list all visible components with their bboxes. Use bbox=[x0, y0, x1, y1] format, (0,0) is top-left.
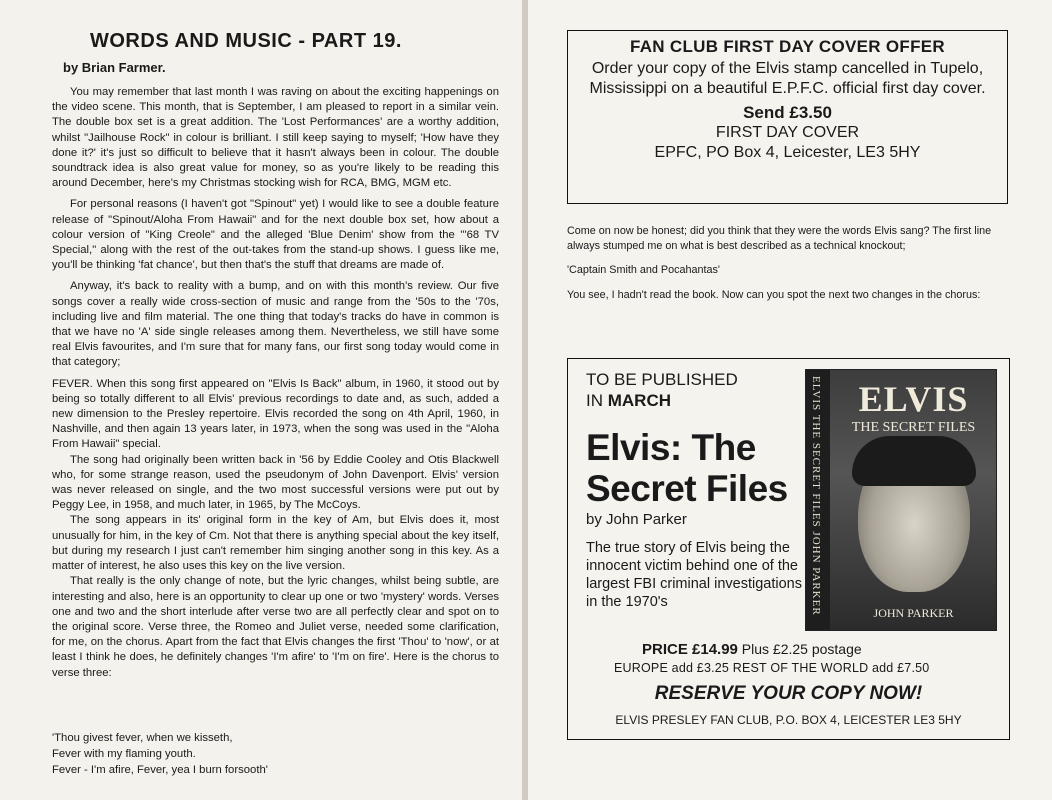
book-blurb: The true story of Elvis being the innocent victim behind one of the largest FBI criminal investigations in the 1970's bbox=[586, 540, 802, 610]
lyric-line: Fever with my flaming youth. bbox=[52, 748, 196, 760]
cover-author: JOHN PARKER bbox=[873, 606, 954, 620]
left-page bbox=[0, 0, 522, 800]
fdc-text: Order your copy of the Elvis stamp cancelled in Tupelo, Mississippi on a beautiful E.P.F.C. official first day cover. bbox=[589, 60, 986, 97]
price-label: PRICE £14.99 bbox=[642, 641, 738, 658]
article-paragraph: Come on now be honest; did you think that they were the words Elvis sang? The first line always stumped me on what is best described as a technical knockout; bbox=[567, 225, 992, 252]
book-price bbox=[642, 641, 862, 658]
fdc-address-line: FIRST DAY COVER bbox=[715, 124, 860, 141]
publish-line: TO BE PUBLISHED bbox=[586, 370, 738, 389]
lyric-quote bbox=[52, 730, 499, 778]
overseas-postage: EUROPE add £3.25 REST OF THE WORLD add £7.50 bbox=[614, 661, 930, 675]
book-title-line: Secret Files bbox=[586, 468, 788, 509]
article-continuation bbox=[567, 224, 1012, 312]
publish-month: MARCH bbox=[607, 391, 672, 410]
article-paragraph: For personal reasons (I haven't got "Spinout" yet) I would like to see a double feature release of "Spinout/Aloha From Hawaii" and for the next double box set, how about a colour version of "King Creole" and the alleged 'Blue Denim' show from the "'68 TV Special," along with the rest of the out-takes from the stand-up shows. I guess like me, you'll be thinking 'fat chance', but then that's the stuff that dreams are made of. bbox=[52, 198, 499, 272]
lyric-line: 'Thou givest fever, when we kisseth, bbox=[52, 732, 233, 744]
book-cover-image bbox=[805, 369, 997, 631]
publish-in: IN bbox=[586, 391, 608, 410]
book-author: by John Parker bbox=[586, 511, 687, 528]
book-advert bbox=[567, 358, 1010, 740]
book-spine bbox=[806, 370, 830, 630]
postage-label: Plus £2.25 postage bbox=[737, 641, 862, 657]
publish-notice bbox=[586, 369, 738, 411]
portrait-hair bbox=[852, 436, 976, 486]
cover-subtitle: THE SECRET FILES bbox=[851, 420, 976, 435]
article-paragraph: Anyway, it's back to reality with a bump, and on with this month's review. Our five songs cover a really wide cross-section of music and range from the '50s to the '70s, including live and film material. The one thing that today's tracks do have in common is that we have no 'A' side single releases among them. Nevertheless, we still have some real Elvis favourites, and I'm sure that for many fans, our first song today would come in that category; bbox=[52, 280, 499, 369]
publish-month-line bbox=[586, 390, 738, 411]
article-paragraph: You see, I hadn't read the book. Now can you spot the next two changes in the chorus: bbox=[567, 288, 981, 301]
article-paragraph: You may remember that last month I was raving on about the exciting happenings on the video scene. This month, that is September, I am pleased to report in a similar vein. The double box set is a great addition. The 'Lost Performances' are a worthy addition, whilst "Jailhouse Rock" in colour is brilliant. I still keep saying to myself; 'How have they done it?' it's just so difficult to believe that it hasn't always been in colour. The double soundtrack idea is also great value for money, so as you're likely to be reading this around December, here's my Christmas stocking wish for RCA, BMG, MGM etc. bbox=[52, 86, 499, 190]
lyric-line: Fever - I'm afire, Fever, yea I burn forsooth' bbox=[52, 764, 268, 776]
article-byline: by Brian Farmer. bbox=[63, 60, 166, 75]
fdc-address-line: EPFC, PO Box 4, Leicester, LE3 5HY bbox=[654, 144, 921, 161]
first-day-cover-ad bbox=[567, 30, 1008, 204]
book-title-line: Elvis: The bbox=[586, 427, 756, 468]
reserve-callout: RESERVE YOUR COPY NOW! bbox=[654, 683, 923, 704]
article-body bbox=[52, 85, 499, 681]
article-paragraph: 'Captain Smith and Pocahantas' bbox=[567, 264, 720, 276]
club-address: ELVIS PRESLEY FAN CLUB, P.O. BOX 4, LEICESTER LE3 5HY bbox=[615, 713, 962, 727]
article-paragraph: The song appears in its' original form in the key of Am, but Elvis does it, most unusually for him, in the key of Cm. Not that there is anything special about the key itself, but during my research I just can't remember him singing another song in this key. As a matter of interest, he also uses this key on the live version. bbox=[52, 514, 499, 573]
fdc-price: Send £3.50 bbox=[743, 103, 832, 122]
book-title bbox=[586, 427, 788, 509]
article-title: WORDS AND MUSIC - PART 19. bbox=[90, 30, 402, 52]
article-paragraph: That really is the only change of note, but the lyric changes, whilst being subtle, are interesting and also, here is an opportunity to clear up one or two 'mystery' words. Verses one and two and the short interlude after verse two are all perfectly clear and spot on to the original score. Verse three, the Romeo and Juliet verse, needed some clarification, for me, on the chorus. Apart from the fact that Elvis changes the first 'Thou' to 'now', or at least I think he does, he definitely changes 'I'm afire' to 'I'm on fire'. Here is the chorus to verse three: bbox=[52, 575, 499, 679]
spine-text: ELVIS THE SECRET FILES JOHN PARKER bbox=[810, 376, 822, 616]
cover-title: ELVIS bbox=[858, 379, 969, 419]
article-paragraph: The song had originally been written back in '56 by Eddie Cooley and Otis Blackwell who, for some strange reason, used the pseudonym of John Davenport. Elvis' version was never released on single, and the two most successful versions were put out by Peggy Lee, in 1958, and much later, in 1965, by The McCoys. bbox=[52, 453, 499, 512]
fdc-heading: FAN CLUB FIRST DAY COVER OFFER bbox=[629, 37, 946, 56]
article-paragraph: FEVER. When this song first appeared on "Elvis Is Back" album, in 1960, it stood out by being so totally different to all Elvis' previous recordings to date and, as such, added a new dimension to the Presley repertoire. Elvis recorded the song on 4th April, 1960, in Nashville, and then again 13 years later, in 1973, when the song was used in the "Aloha From Hawaii" special. bbox=[52, 377, 499, 451]
